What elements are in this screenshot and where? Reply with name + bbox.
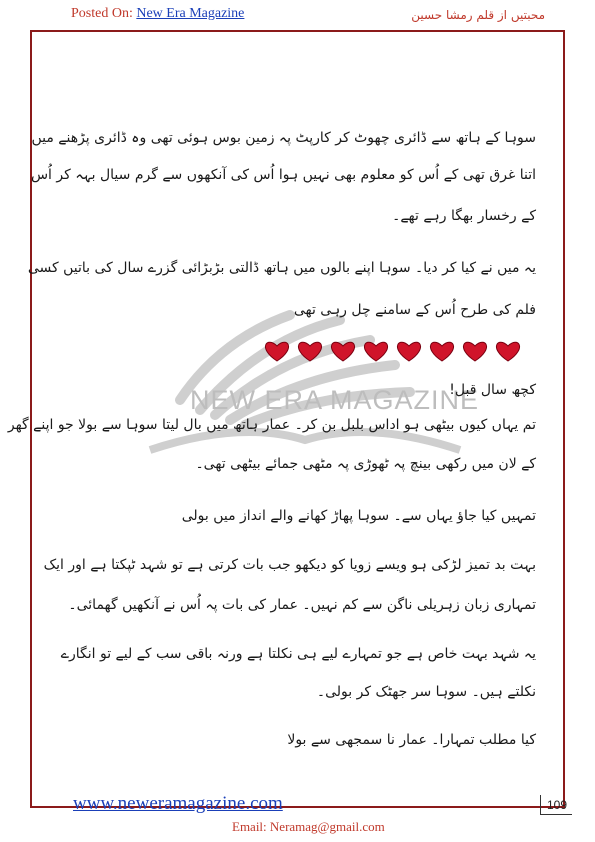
watermark-text: NEW ERA MAGAZINE: [190, 385, 480, 415]
page-number: 109: [540, 795, 572, 815]
website-link[interactable]: www.neweramagazine.com: [73, 793, 283, 814]
heart-icon: [329, 340, 357, 362]
posted-on-label: Posted On:: [71, 6, 137, 21]
paragraph-line: تمہیں کیا جاؤ یہاں سے۔ سوہا پھاڑ کھانے والے انداز میں بولی: [181, 508, 536, 524]
paragraph-line: اتنا غرق تھی کے اُس کو معلوم بھی نہیں ہوا اُس کی آنکھوں سے گرم سیال بہہ کر اُس: [30, 167, 536, 183]
heart-icon: [461, 340, 489, 362]
heart-icon: [263, 340, 291, 362]
posted-on-header: [71, 6, 244, 22]
section-heading: کچھ سال قبل!: [449, 382, 536, 398]
paragraph-line: کے لان میں رکھی بینچ پہ ٹھوڑی پہ مٹھی جمائے بیٹھی تھی۔: [195, 456, 536, 472]
paragraph-line: تم یہاں کیوں بیٹھی ہو اداس بلبل بن کر۔ عمار ہاتھ میں بال لیتا سوہا سے بولا جو اپنے گھر: [7, 417, 536, 433]
author-credit: محبتیں از قلم رمشا حسین: [411, 8, 545, 22]
heart-icon: [362, 340, 390, 362]
magazine-link[interactable]: New Era Magazine: [136, 6, 245, 21]
paragraph-line: فلم کی طرح اُس کے سامنے چل رہی تھی: [293, 302, 536, 318]
heart-icon: [428, 340, 456, 362]
paragraph-line: نکلتے ہیں۔ سوہا سر جھٹک کر بولی۔: [316, 684, 536, 700]
heart-icon: [296, 340, 324, 362]
paragraph-line: یہ شہد بہت خاص ہے جو تمہارے لیے ہی نکلتا ہے ورنہ باقی سب کے لیے تو انگارے: [60, 646, 536, 662]
paragraph-line: بہت بد تمیز لڑکی ہو ویسے زویا کو دیکھو جب بات کرتی ہے تو شہد ٹپکتا ہے اور ایک: [43, 557, 536, 573]
paragraph-line: سوہا کے ہاتھ سے ڈائری چھوٹ کر کارپٹ پہ زمین بوس ہوئی تھی وہ ڈائری پڑھنے میں: [31, 130, 536, 146]
heart-divider: [263, 340, 522, 362]
paragraph-line: کیا مطلب تمہارا۔ عمار نا سمجھی سے بولا: [287, 732, 536, 748]
paragraph-line: کے رخسار بھگا رہے تھے۔: [392, 208, 536, 224]
contact-email: Email: Neramag@gmail.com: [232, 819, 385, 834]
heart-icon: [494, 340, 522, 362]
book-watermark-icon: [140, 300, 470, 460]
heart-icon: [395, 340, 423, 362]
paragraph-line: یہ میں نے کیا کر دیا۔ سوہا اپنے بالوں میں ہاتھ ڈالتی بڑبڑائی گزرے سال کی باتیں کسی: [27, 260, 536, 276]
paragraph-line: تمہاری زبان زہریلی ناگن سے کم نہیں۔ عمار کی بات پہ اُس نے آنکھیں گھمائی۔: [68, 597, 536, 613]
